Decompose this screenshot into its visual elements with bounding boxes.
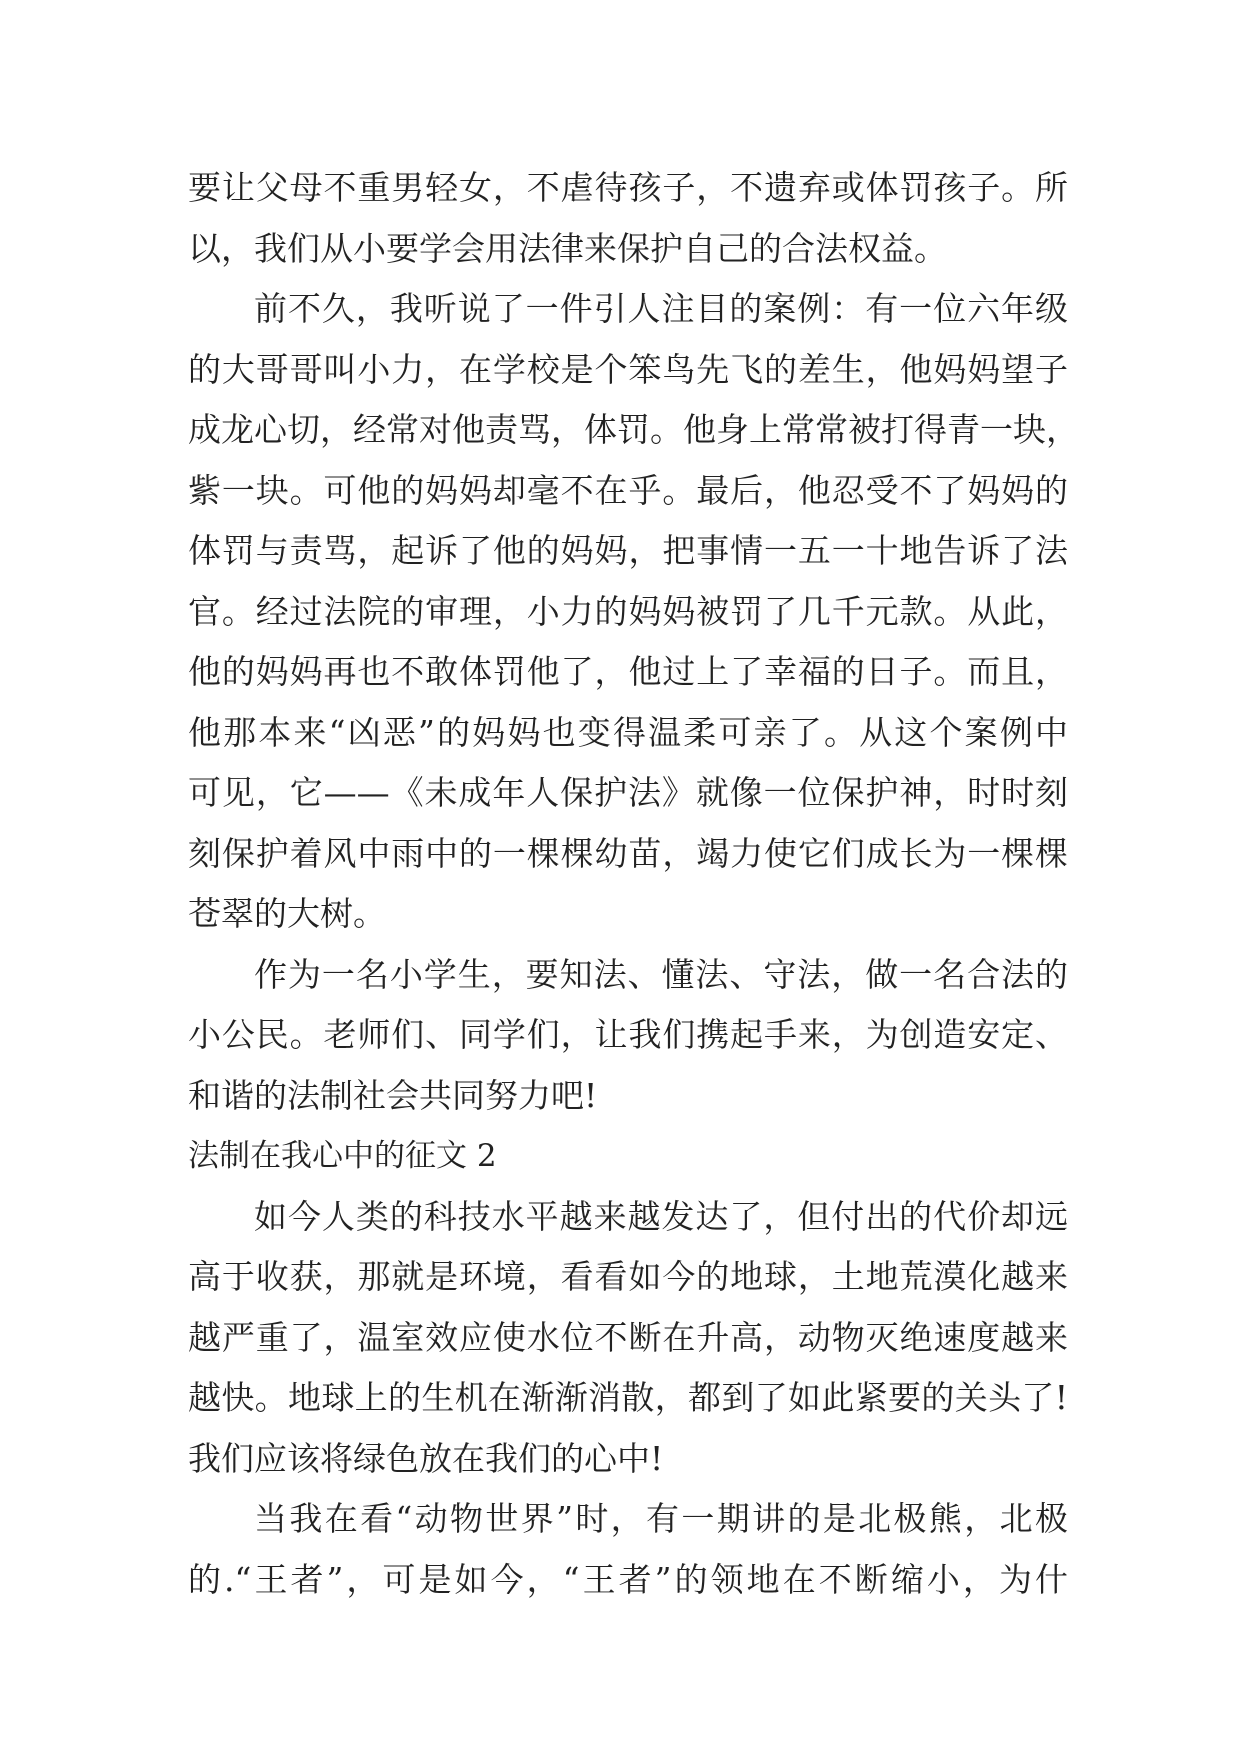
paragraph-5 xyxy=(188,1489,1068,1610)
text-line: 体罚与责骂，起诉了他的妈妈，把事情一五一十地告诉了法 xyxy=(188,531,1068,570)
text-line: 要让父母不重男轻女，不虐待孩子，不遗弃或体罚孩子。所 xyxy=(188,168,1068,207)
text-line: 和谐的法制社会共同努力吧! xyxy=(188,1075,598,1115)
text-line: 高于收获，那就是环境，看看如今的地球，土地荒漠化越来 xyxy=(188,1257,1068,1296)
text-line: 的大哥哥叫小力，在学校是个笨鸟先飞的差生，他妈妈望子 xyxy=(188,349,1068,389)
text-line: 刻保护着风中雨中的一棵棵幼苗，竭力使它们成长为一棵棵 xyxy=(188,833,1068,873)
text-line: 官。经过法院的审理，小力的妈妈被罚了几千元款。从此， xyxy=(188,591,1068,631)
text-line: 苍翠的大树。 xyxy=(188,894,386,933)
section-title: 法制在我心中的征文 2 xyxy=(188,1138,497,1174)
text-line: 越严重了，温室效应使水位不断在升高，动物灭绝速度越来 xyxy=(188,1317,1068,1357)
text-line: 他那本来“凶恶”的妈妈也变得温柔可亲了。从这个案例中 xyxy=(188,712,1068,752)
text-line: 的.“王者”，可是如今，“王者”的领地在不断缩小，为什 xyxy=(188,1559,1068,1599)
text-line: 紫一块。可他的妈妈却毫不在乎。最后，他忍受不了妈妈的 xyxy=(188,470,1068,510)
paragraph-4 xyxy=(188,1187,1068,1490)
text-line: 小公民。老师们、同学们，让我们携起手来，为创造安定、 xyxy=(188,1015,1068,1054)
document-body xyxy=(188,158,1079,1610)
text-line: 以，我们从小要学会用法律来保护自己的合法权益。 xyxy=(188,228,947,268)
text-line: 成龙心切，经常对他责骂，体罚。他身上常常被打得青一块， xyxy=(188,410,1079,449)
text-line: 他的妈妈再也不敢体罚他了，他过上了幸福的日子。而且， xyxy=(188,652,1068,691)
paragraph-3 xyxy=(188,945,1068,1127)
text-line: 作为一名小学生，要知法、懂法、守法，做一名合法的 xyxy=(254,954,1068,994)
text-line: 前不久，我听说了一件引人注目的案例：有一位六年级 xyxy=(254,289,1068,328)
text-line: 当我在看“动物世界”时，有一期讲的是北极熊，北极 xyxy=(254,1499,1068,1538)
paragraph-1 xyxy=(188,158,1068,279)
text-line: 如今人类的科技水平越来越发达了，但付出的代价却远 xyxy=(254,1196,1068,1236)
text-line: 越快。地球上的生机在渐渐消散，都到了如此紧要的关头了! xyxy=(188,1378,1068,1417)
text-line: 可见，它——《未成年人保护法》就像一位保护神，时时刻 xyxy=(188,773,1068,812)
text-line: 我们应该将绿色放在我们的心中! xyxy=(188,1438,664,1478)
paragraph-2 xyxy=(188,279,1079,945)
